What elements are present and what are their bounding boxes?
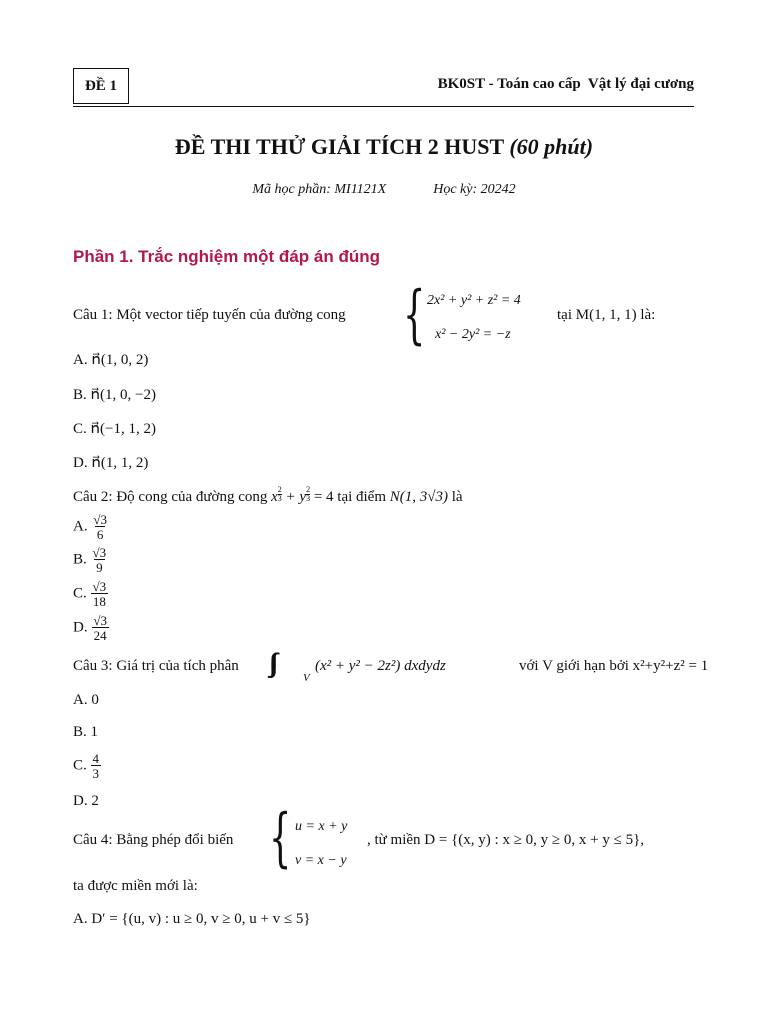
page-title — [0, 134, 768, 160]
q1-prefix: Câu 1: Một vector tiếp tuyến của đường cong — [73, 307, 346, 323]
q4-eq1: u = x + y — [295, 819, 348, 834]
q2-option-d: D. $\frac{√3}{24}$ — [73, 613, 107, 643]
q2-point: N(1, 3√3) — [389, 489, 448, 505]
term: Học kỳ: 20242 — [433, 182, 516, 197]
q1-brace: { — [403, 278, 426, 352]
header-rule — [73, 106, 694, 107]
q4-prefix: Câu 4: Bằng phép đổi biến — [73, 832, 234, 848]
q3-prefix: Câu 3: Giá trị của tích phân — [73, 658, 239, 674]
title-duration: (60 phút) — [509, 134, 594, 159]
q1-option-a: A. n⃗(1, 0, 2) — [73, 352, 149, 368]
q3-region: V — [303, 672, 310, 684]
header-badge — [73, 68, 129, 104]
q4-brace: { — [269, 801, 292, 875]
q3-integrand: (x² + y² − 2z²) dxdydz — [315, 658, 446, 674]
q1-option-b: B. n⃗(1, 0, −2) — [73, 387, 156, 403]
course-meta — [0, 182, 768, 198]
q2-prefix: Câu 2: Độ cong của đường cong — [73, 489, 268, 505]
q3-option-b: B. 1 — [73, 724, 99, 740]
q1-suffix: tại M(1, 1, 1) là: — [557, 307, 656, 323]
q3-option-c: C. $\frac{4}{3}$ — [73, 751, 100, 781]
q4-option-a: A. D′ = {(u, v) : u ≥ 0, v ≥ 0, u + v ≤ 5} — [73, 911, 311, 927]
q1-option-c: C. n⃗(−1, 1, 2) — [73, 421, 156, 437]
title-main: ĐỀ THI THỬ GIẢI TÍCH 2 HUST — [174, 134, 504, 159]
header-right-text: BK0ST - Toán cao cấp Vật lý đại cương — [437, 76, 694, 92]
q2-option-c: C. $\frac{√3}{18}$ — [73, 579, 107, 609]
q1-option-d: D. n⃗(1, 1, 2) — [73, 455, 149, 471]
q2-suffix: là — [451, 489, 463, 505]
q1-eq2: x² − 2y² = −z — [435, 327, 511, 342]
section-heading: Phần 1. Trắc nghiệm một đáp án đúng — [73, 247, 380, 266]
q2-middle: = 4 tại điểm — [313, 489, 387, 505]
q3-suffix: với V giới hạn bởi x²+y²+z² = 1 — [519, 658, 709, 674]
question-2 — [73, 486, 463, 506]
q3-option-a: A. 0 — [73, 692, 99, 708]
badge-text: ĐỀ 1 — [84, 77, 118, 94]
q3-integral-sign: ∫∫∫ — [269, 648, 273, 677]
q2-option-a: A. $\frac{√3}{6}$ — [73, 512, 107, 542]
q4-line2: ta được miền mới là: — [73, 878, 198, 894]
q2-option-b: B. $\frac{√3}{9}$ — [73, 545, 107, 575]
q4-eq2: v = x − y — [295, 853, 347, 868]
q3-option-d: D. 2 — [73, 793, 99, 809]
q2-curve: x $\frac{2}{3}$ + y $\frac{2}{3}$ — [271, 485, 311, 505]
course-code: Mã học phần: MI1121X — [252, 182, 387, 197]
q4-suffix: , từ miền D = {(x, y) : x ≥ 0, y ≥ 0, x + y ≤ 5}, — [367, 832, 645, 848]
q1-eq1: 2x² + y² + z² = 4 — [427, 293, 521, 308]
